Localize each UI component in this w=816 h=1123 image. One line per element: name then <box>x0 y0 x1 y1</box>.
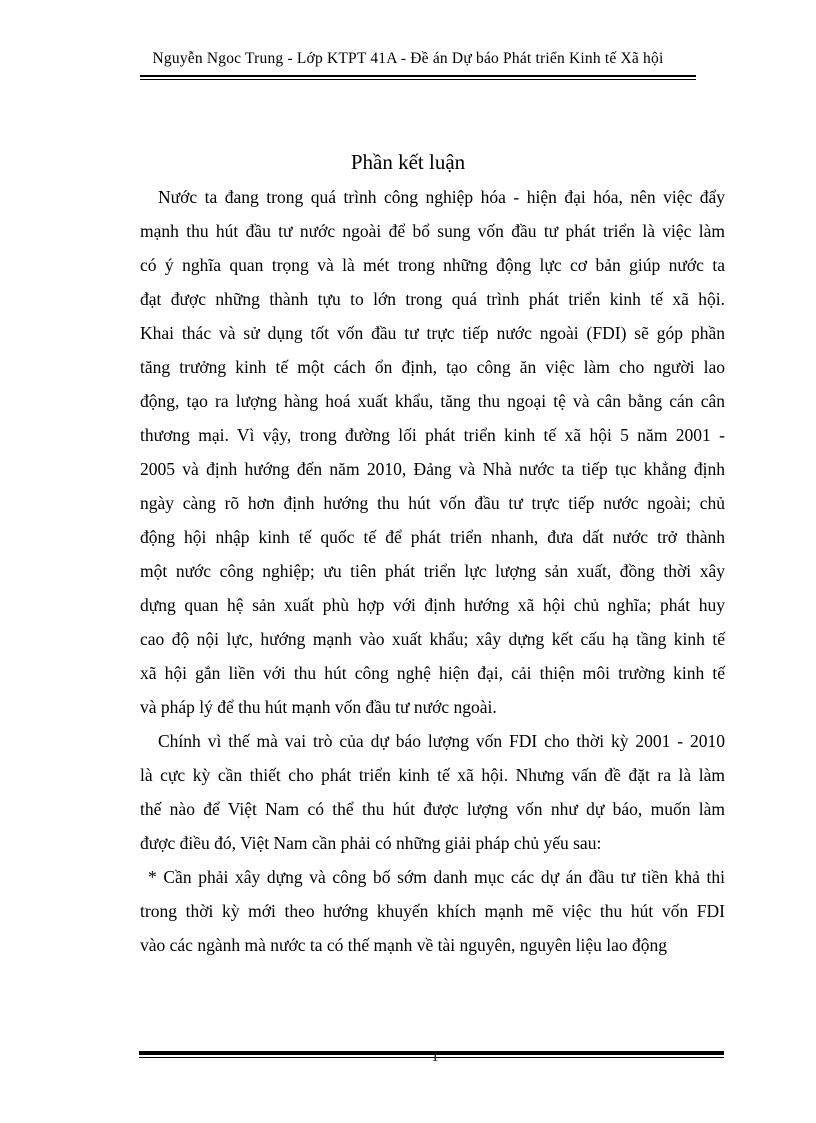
text-line: dựng quan hệ sản xuất phù hợp với định hướng xã hội chủ nghĩa; phát huy <box>140 595 725 615</box>
text-line: thế nào để Việt Nam có thể thu hút được lượng vốn như dự báo, muốn làm <box>140 799 725 819</box>
text-line: động hội nhập kinh tế quốc tế để phát triển nhanh, đưa dất nước trở thành <box>140 527 725 547</box>
text-line: vào các ngành mà nước ta có thế mạnh về tài nguyên, nguyên liệu lao động <box>140 935 668 955</box>
text-line: Khai thác và sử dụng tốt vốn đầu tư trực tiếp nước ngoài (FDI) sẽ góp phần <box>140 323 725 343</box>
page-number: 1 <box>431 1050 439 1065</box>
text-line: Chính vì thế mà vai trò của dự báo lượng vốn FDI cho thời kỳ 2001 - 2010 <box>158 731 725 751</box>
text-line: * Cần phải xây dựng và công bố sớm danh mục các dự án đầu tư tiền khả thi <box>148 867 725 887</box>
text-line: có ý nghĩa quan trọng và là mét trong những động lực cơ bản giúp nước ta <box>140 255 725 275</box>
text-line: một nước công nghiệp; ưu tiên phát triển lực lượng sản xuất, đồng thời xây <box>140 561 725 581</box>
header-rule-thick <box>140 75 696 77</box>
text-line: 2005 và định hướng đến năm 2010, Đảng và Nhà nước ta tiếp tục khẳng định <box>140 459 725 479</box>
text-line: thương mại. Vì vậy, trong đường lối phát triển kinh tế xã hội 5 năm 2001 - <box>140 425 725 445</box>
text-line: Nước ta đang trong quá trình công nghiệp hóa - hiện đại hóa, nên việc đẩy <box>158 187 725 207</box>
text-line: xã hội gắn liền với thu hút công nghệ hiện đại, cải thiện môi trường kinh tế <box>140 663 725 683</box>
text-line: là cực kỳ cần thiết cho phát triển kinh tế xã hội. Nhưng vấn đề đặt ra là làm <box>140 765 725 785</box>
header-rule-thin <box>140 79 696 80</box>
running-header: Nguyễn Ngoc Trung - Lớp KTPT 41A - Đề án Dự báo Phát triển Kinh tế Xã hội <box>152 50 664 67</box>
text-line: và pháp lý để thu hút mạnh vốn đầu tư nước ngoài. <box>140 697 497 717</box>
text-line: tăng trưởng kinh tế một cách ổn định, tạo công ăn việc làm cho người lao <box>140 357 725 377</box>
text-line: trong thời kỳ mới theo hướng khuyến khích mạnh mẽ việc thu hút vốn FDI <box>140 901 725 921</box>
text-line: ngày càng rõ hơn định hướng thu hút vốn đầu tư trực tiếp nước ngoài; chủ <box>140 493 725 513</box>
text-line: đạt được những thành tựu to lớn trong quá trình phát triển kinh tế xã hội. <box>140 289 725 309</box>
section-title: Phần kết luận <box>350 150 466 174</box>
text-line: mạnh thu hút đầu tư nước ngoài để bổ sung vốn đầu tư phát triển là việc làm <box>140 221 725 241</box>
text-line: cao độ nội lực, hướng mạnh vào xuất khẩu; xây dựng kết cấu hạ tầng kinh tế <box>140 629 725 649</box>
text-line: được điều đó, Việt Nam cần phải có những giải pháp chủ yếu sau: <box>140 833 602 853</box>
text-line: động, tạo ra lượng hàng hoá xuất khẩu, tăng thu ngoại tệ và cân bằng cán cân <box>140 391 725 411</box>
